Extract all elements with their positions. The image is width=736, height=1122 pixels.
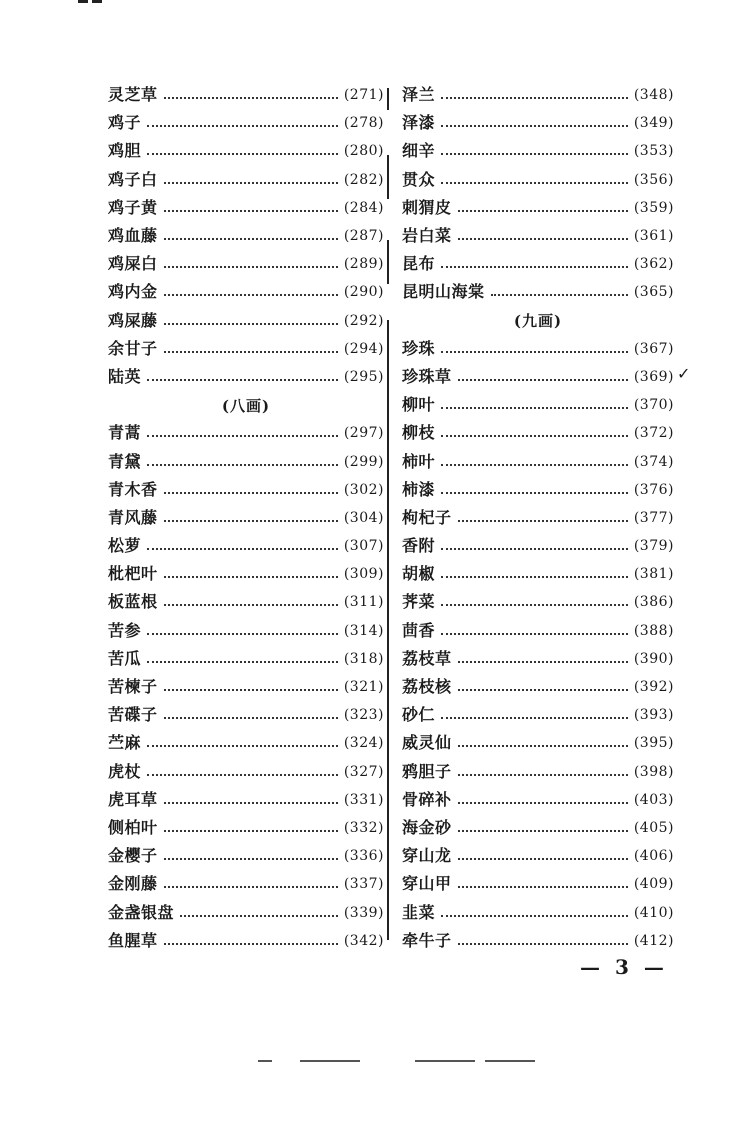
toc-entry [108, 701, 384, 729]
dot-leader [458, 520, 628, 522]
dot-leader [441, 717, 628, 719]
toc-entry [108, 476, 384, 504]
entry-page: (395) [633, 735, 674, 752]
dot-leader [441, 182, 628, 184]
entry-name: 鸡内金 [108, 282, 158, 302]
entry-name: 茴香 [402, 620, 436, 640]
entry-page: (295) [343, 368, 384, 385]
entry-page: (336) [343, 848, 384, 865]
entry-name: 松萝 [108, 536, 142, 556]
toc-entry [402, 701, 674, 729]
toc-entry [402, 758, 674, 786]
entry-name: 青风藤 [108, 507, 158, 527]
entry-name: 鸡子黄 [108, 197, 158, 217]
dot-leader [147, 774, 338, 776]
entry-page: (271) [343, 87, 384, 104]
toc-entry [108, 673, 384, 701]
entry-name: 细辛 [402, 141, 436, 161]
entry-name: 刺猬皮 [402, 197, 452, 217]
toc-entry [402, 250, 674, 278]
entry-name: 鱼腥草 [108, 930, 158, 950]
entry-name: 鸡胆 [108, 141, 142, 161]
toc-entry [108, 109, 384, 137]
dot-leader [180, 915, 338, 917]
dot-leader [147, 379, 338, 381]
toc-entry [402, 109, 674, 137]
dot-leader [458, 943, 628, 945]
dot-leader [441, 464, 628, 466]
toc-entry [402, 870, 674, 898]
entry-page: (406) [633, 848, 674, 865]
dot-leader [441, 633, 628, 635]
toc-entry [402, 278, 674, 306]
corner-print-mark [92, 0, 102, 3]
entry-page: (405) [633, 819, 674, 836]
entry-name: 威灵仙 [402, 733, 452, 753]
entry-page: (294) [343, 340, 384, 357]
entry-page: (314) [343, 622, 384, 639]
entry-page: (282) [343, 171, 384, 188]
toc-entry [402, 166, 674, 194]
dot-leader [441, 576, 628, 578]
entry-name: 岩白菜 [402, 226, 452, 246]
entry-name: 香附 [402, 536, 436, 556]
dot-leader [147, 548, 338, 550]
toc-entry [402, 786, 674, 814]
toc-entry [108, 447, 384, 475]
scan-artifact [258, 1060, 272, 1062]
toc-entry [108, 278, 384, 306]
entry-name: 柳叶 [402, 395, 436, 415]
entry-page: (290) [343, 284, 384, 301]
entry-page: (327) [343, 763, 384, 780]
dot-leader [441, 351, 628, 353]
entry-name: 苎麻 [108, 733, 142, 753]
toc-entry [402, 560, 674, 588]
dot-leader [147, 153, 338, 155]
toc-entry [108, 758, 384, 786]
entry-name: 鸡屎白 [108, 254, 158, 274]
entry-page: (324) [343, 735, 384, 752]
entry-name: 虎杖 [108, 761, 142, 781]
toc-entry [108, 137, 384, 165]
dot-leader [164, 294, 338, 296]
scan-artifact [485, 1060, 535, 1062]
entry-name: 胡椒 [402, 564, 436, 584]
toc-entry [108, 560, 384, 588]
entry-name: 苦瓜 [108, 648, 142, 668]
entry-name: 泽兰 [402, 85, 436, 105]
toc-entry [108, 532, 384, 560]
dot-leader [147, 633, 338, 635]
toc-entry [108, 504, 384, 532]
toc-entry [402, 419, 674, 447]
dot-leader [164, 351, 338, 353]
entry-page: (372) [633, 425, 674, 442]
entry-page: (392) [633, 679, 674, 696]
toc-entry [402, 504, 674, 532]
toc-entry [108, 419, 384, 447]
entry-page: (321) [343, 679, 384, 696]
column-divider [387, 88, 389, 110]
toc-entry [402, 137, 674, 165]
entry-name: 柿叶 [402, 451, 436, 471]
entry-name: 金刚藤 [108, 874, 158, 894]
dot-leader [458, 745, 628, 747]
entry-name: 鸡子 [108, 113, 142, 133]
entry-name: 金樱子 [108, 846, 158, 866]
entry-name: 灵芝草 [108, 85, 158, 105]
entry-page: (348) [633, 87, 674, 104]
dot-leader [164, 943, 338, 945]
dot-leader [441, 492, 628, 494]
dot-leader [164, 717, 338, 719]
scan-artifact [300, 1060, 360, 1062]
entry-name: 珍珠草 [402, 366, 452, 386]
entry-name: 骨碎补 [402, 789, 452, 809]
toc-entry [402, 447, 674, 475]
entry-name: 金盏银盘 [108, 902, 175, 922]
entry-name: 珍珠 [402, 338, 436, 358]
entry-name: 青黛 [108, 451, 142, 471]
entry-name: 昆布 [402, 254, 436, 274]
entry-name: 陆英 [108, 366, 142, 386]
dot-leader [458, 379, 628, 381]
entry-name: 砂仁 [402, 705, 436, 725]
entry-page: (369) [633, 368, 674, 385]
entry-name: 贯众 [402, 169, 436, 189]
entry-name: 柿漆 [402, 479, 436, 499]
toc-entry [108, 194, 384, 222]
entry-name: 侧柏叶 [108, 817, 158, 837]
toc-entry [108, 166, 384, 194]
entry-page: (359) [633, 199, 674, 216]
dot-leader [441, 435, 628, 437]
check-mark: ✓ [677, 364, 691, 383]
toc-entry [402, 81, 674, 109]
page-number: — 3 — [580, 955, 668, 979]
toc-entry [108, 645, 384, 673]
dot-leader [458, 802, 628, 804]
toc-entry [402, 729, 674, 757]
toc-entry [108, 222, 384, 250]
toc-entry [108, 250, 384, 278]
toc-entry [402, 194, 674, 222]
toc-entry [108, 363, 384, 391]
corner-print-mark [78, 0, 88, 3]
dot-leader [164, 266, 338, 268]
toc-entry [402, 673, 674, 701]
toc-entry [402, 927, 674, 955]
dot-leader [458, 886, 628, 888]
dot-leader [441, 407, 628, 409]
toc-entry [108, 729, 384, 757]
entry-page: (390) [633, 650, 674, 667]
entry-page: (342) [343, 932, 384, 949]
entry-name: 昆明山海棠 [402, 282, 485, 302]
dot-leader [164, 97, 338, 99]
toc-entry [108, 617, 384, 645]
entry-page: (309) [343, 566, 384, 583]
entry-page: (412) [633, 932, 674, 949]
dot-leader [164, 604, 338, 606]
dot-leader [164, 492, 338, 494]
entry-page: (318) [343, 650, 384, 667]
entry-page: (393) [633, 707, 674, 724]
entry-page: (377) [633, 509, 674, 526]
entry-name: 穿山龙 [402, 846, 452, 866]
toc-entry [108, 927, 384, 955]
entry-page: (367) [633, 340, 674, 357]
entry-name: 荔枝核 [402, 677, 452, 697]
entry-page: (379) [633, 538, 674, 555]
entry-page: (386) [633, 594, 674, 611]
toc-entry [402, 476, 674, 504]
entry-page: (398) [633, 763, 674, 780]
entry-page: (331) [343, 791, 384, 808]
dot-leader [441, 266, 628, 268]
entry-page: (304) [343, 509, 384, 526]
entry-name: 鸦胆子 [402, 761, 452, 781]
toc-entry [108, 870, 384, 898]
toc-entry [108, 898, 384, 926]
entry-name: 鸡血藤 [108, 226, 158, 246]
dot-leader [458, 210, 628, 212]
entry-name: 枇杷叶 [108, 564, 158, 584]
entry-page: (307) [343, 538, 384, 555]
dot-leader [147, 661, 338, 663]
entry-page: (349) [633, 115, 674, 132]
column-divider [387, 155, 389, 199]
entry-name: 荔枝草 [402, 648, 452, 668]
entry-page: (332) [343, 819, 384, 836]
toc-entry [108, 335, 384, 363]
entry-name: 牵牛子 [402, 930, 452, 950]
dot-leader [164, 238, 338, 240]
dot-leader [441, 97, 628, 99]
dot-leader [164, 858, 338, 860]
entry-page: (311) [343, 594, 384, 611]
entry-page: (361) [633, 228, 674, 245]
entry-name: 枸杞子 [402, 507, 452, 527]
entry-name: 韭菜 [402, 902, 436, 922]
entry-page: (356) [633, 171, 674, 188]
entry-page: (376) [633, 481, 674, 498]
entry-page: (410) [633, 904, 674, 921]
dot-leader [164, 210, 338, 212]
entry-page: (353) [633, 143, 674, 160]
entry-page: (409) [633, 876, 674, 893]
entry-name: 虎耳草 [108, 789, 158, 809]
entry-name: 苦碟子 [108, 705, 158, 725]
dot-leader [164, 689, 338, 691]
dot-leader [147, 464, 338, 466]
dot-leader [441, 548, 628, 550]
toc-left-column [108, 81, 384, 955]
toc-entry [402, 814, 674, 842]
dot-leader [458, 774, 628, 776]
entry-page: (388) [633, 622, 674, 639]
entry-page: (278) [343, 115, 384, 132]
entry-name: 青蒿 [108, 423, 142, 443]
toc-entry [108, 814, 384, 842]
stroke-count-heading: (八画) [221, 396, 271, 415]
entry-name: 鸡子白 [108, 169, 158, 189]
entry-page: (292) [343, 312, 384, 329]
dot-leader [441, 604, 628, 606]
toc-entry [402, 391, 674, 419]
toc-entry [108, 588, 384, 616]
entry-name: 苦参 [108, 620, 142, 640]
entry-page: (302) [343, 481, 384, 498]
dot-leader [164, 886, 338, 888]
dot-leader [147, 435, 338, 437]
dot-leader [441, 125, 628, 127]
dot-leader [458, 858, 628, 860]
entry-page: (362) [633, 256, 674, 273]
entry-page: (289) [343, 256, 384, 273]
dot-leader [164, 576, 338, 578]
entry-name: 板蓝根 [108, 592, 158, 612]
dot-leader [458, 238, 628, 240]
entry-page: (287) [343, 228, 384, 245]
dot-leader [164, 520, 338, 522]
entry-page: (381) [633, 566, 674, 583]
dot-leader [441, 915, 628, 917]
toc-entry [402, 898, 674, 926]
toc-entry [108, 81, 384, 109]
entry-name: 荠菜 [402, 592, 436, 612]
dot-leader [491, 294, 628, 296]
entry-page: (280) [343, 143, 384, 160]
toc-entry [108, 842, 384, 870]
toc-entry [402, 645, 674, 673]
dot-leader [147, 125, 338, 127]
toc-right-column [402, 81, 674, 955]
dot-leader [458, 830, 628, 832]
entry-name: 青木香 [108, 479, 158, 499]
entry-page: (365) [633, 284, 674, 301]
toc-entry [402, 335, 674, 363]
dot-leader [164, 323, 338, 325]
toc-entry [402, 363, 674, 391]
entry-name: 苦楝子 [108, 677, 158, 697]
entry-page: (299) [343, 453, 384, 470]
entry-name: 余甘子 [108, 338, 158, 358]
toc-entry [402, 842, 674, 870]
entry-page: (403) [633, 791, 674, 808]
entry-name: 穿山甲 [402, 874, 452, 894]
dot-leader [458, 689, 628, 691]
toc-entry [108, 786, 384, 814]
column-divider [387, 320, 389, 940]
toc-entry [108, 307, 384, 335]
entry-page: (374) [633, 453, 674, 470]
entry-name: 柳枝 [402, 423, 436, 443]
entry-page: (323) [343, 707, 384, 724]
dot-leader [164, 182, 338, 184]
entry-page: (297) [343, 425, 384, 442]
column-divider [387, 240, 389, 284]
toc-entry [402, 588, 674, 616]
entry-name: 鸡屎藤 [108, 310, 158, 330]
dot-leader [147, 745, 338, 747]
dot-leader [458, 661, 628, 663]
dot-leader [164, 802, 338, 804]
toc-entry [402, 617, 674, 645]
entry-page: (339) [343, 904, 384, 921]
stroke-count-heading: (九画) [513, 312, 563, 331]
scan-artifact [415, 1060, 475, 1062]
entry-name: 泽漆 [402, 113, 436, 133]
dot-leader [164, 830, 338, 832]
dot-leader [441, 153, 628, 155]
entry-page: (284) [343, 199, 384, 216]
toc-entry [402, 532, 674, 560]
entry-page: (370) [633, 397, 674, 414]
toc-entry [402, 222, 674, 250]
entry-page: (337) [343, 876, 384, 893]
entry-name: 海金砂 [402, 817, 452, 837]
